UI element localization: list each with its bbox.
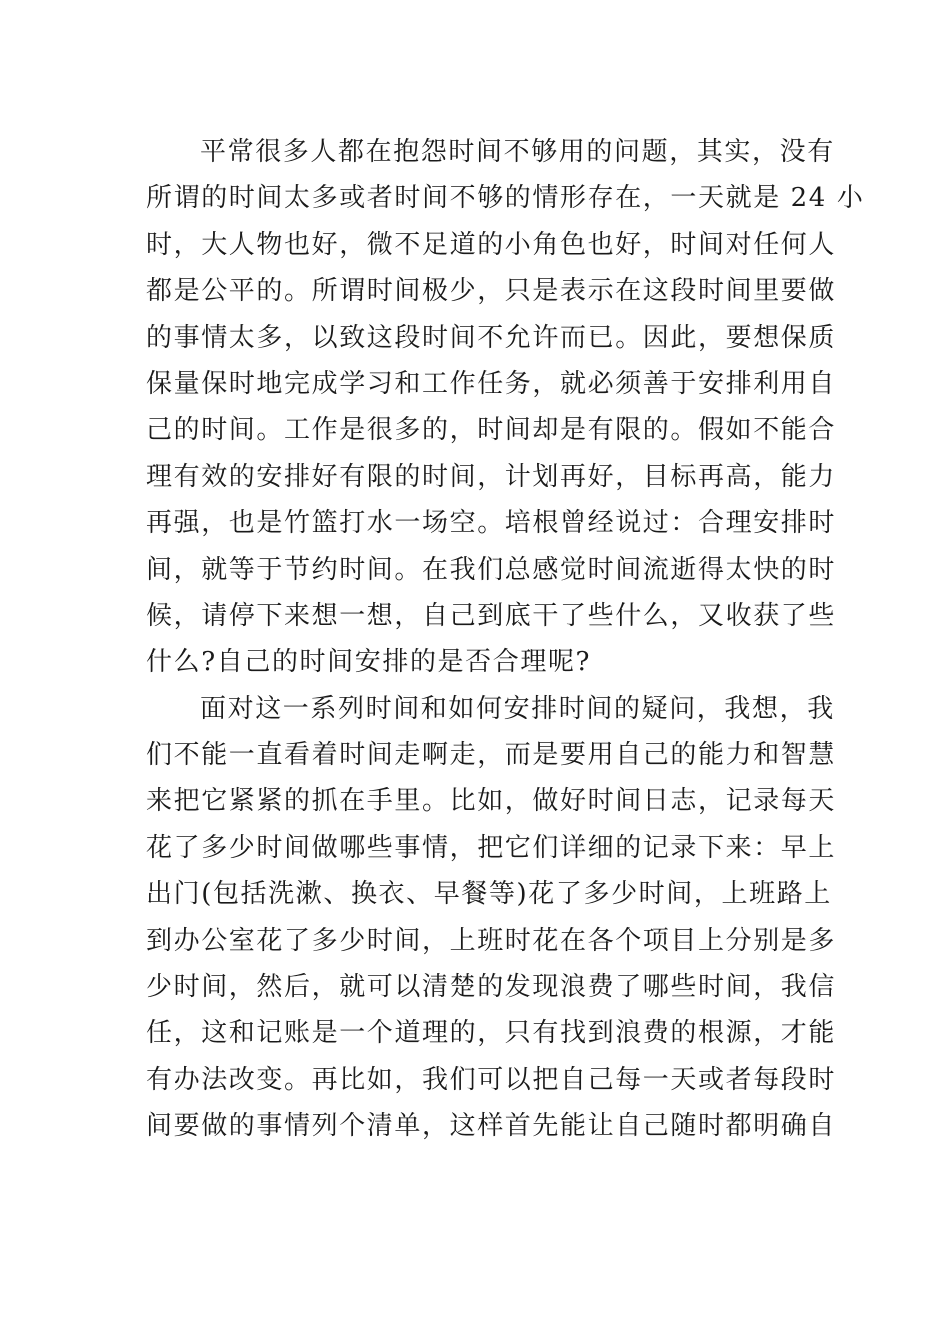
- text-line: 再强，也是竹篮打水一场空。培根曾经说过：合理安排时: [146, 508, 837, 539]
- paragraph-1: [146, 129, 865, 686]
- text-line: 什么?自己的时间安排的是否合理呢?: [146, 647, 592, 678]
- text-line: 间要做的事情列个清单，这样首先能让自己随时都明确自: [146, 1111, 837, 1142]
- text-line: 己的时间。工作是很多的，时间却是有限的。假如不能合: [146, 415, 837, 446]
- text-line: 到办公室花了多少时间，上班时花在各个项目上分别是多: [146, 925, 837, 956]
- text-line: 都是公平的。所谓时间极少，只是表示在这段时间里要做: [146, 276, 837, 307]
- text-line: 候，请停下来想一想，自己到底干了些什么，又收获了些: [146, 600, 837, 631]
- text-line: 的事情太多，以致这段时间不允许而已。因此，要想保质: [146, 322, 837, 353]
- text-line: 出门(包括洗漱、换衣、早餐等)花了多少时间，上班路上: [146, 879, 832, 910]
- text-line: 任，这和记账是一个道理的，只有找到浪费的根源，才能: [146, 1018, 837, 1049]
- text-line: 保量保时地完成学习和工作任务，就必须善于安排利用自: [146, 368, 837, 399]
- paragraph-2: [146, 686, 837, 1150]
- text-line: 理有效的安排好有限的时间，计划再好，目标再高，能力: [146, 461, 837, 492]
- text-line: 们不能一直看着时间走啊走，而是要用自己的能力和智慧: [146, 740, 837, 771]
- text-line: 来把它紧紧的抓在手里。比如，做好时间日志，记录每天: [146, 786, 837, 817]
- text-line: 所谓的时间太多或者时间不够的情形存在，一天就是 24 小: [146, 183, 865, 214]
- text-line: 时，大人物也好，微不足道的小角色也好，时间对任何人: [146, 229, 837, 260]
- text-line: 有办法改变。再比如，我们可以把自己每一天或者每段时: [146, 1064, 837, 1095]
- text-line: 花了多少时间做哪些事情，把它们详细的记录下来：早上: [146, 832, 837, 863]
- text-line: 少时间，然后，就可以清楚的发现浪费了哪些时间，我信: [146, 972, 837, 1003]
- text-line: 间，就等于节约时间。在我们总感觉时间流逝得太快的时: [146, 554, 837, 585]
- text-line: 面对这一系列时间和如何安排时间的疑问，我想，我: [200, 693, 835, 724]
- text-line: 平常很多人都在抱怨时间不够用的问题，其实，没有: [200, 137, 835, 167]
- document-body: [146, 129, 865, 1150]
